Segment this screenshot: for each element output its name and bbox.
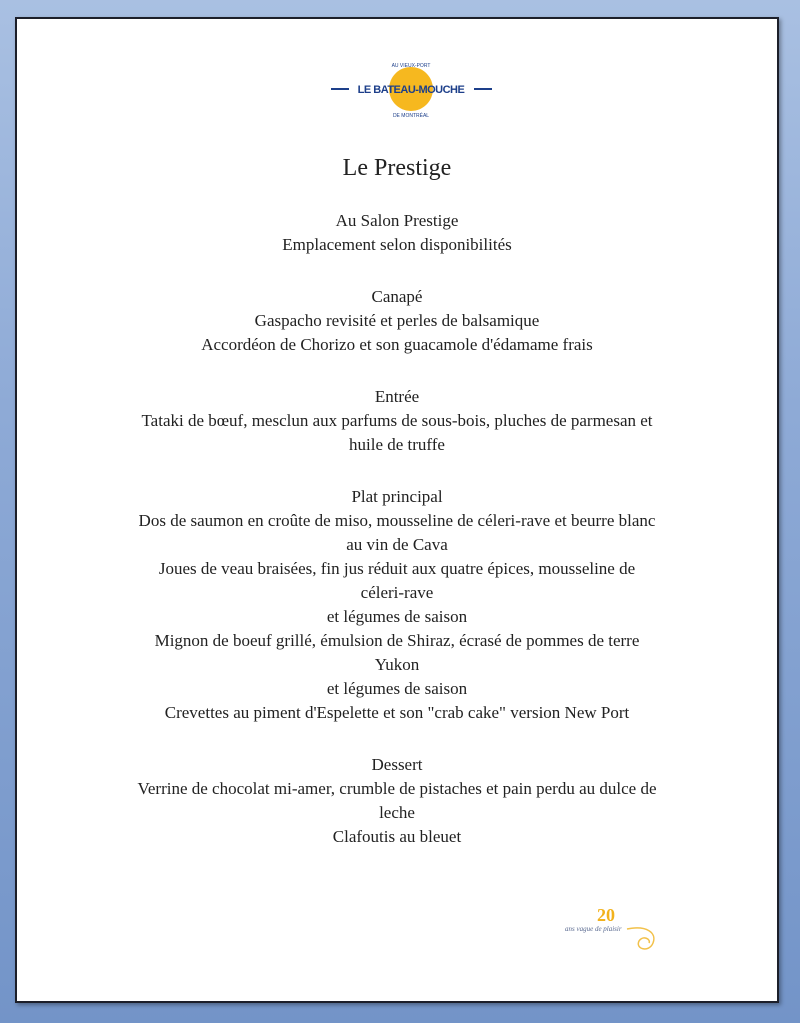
section-heading: Plat principal bbox=[351, 487, 443, 506]
menu-line: Joues de veau braisées, fin jus réduit aux quatre épices, mousseline de céleri-rave bbox=[158, 559, 636, 602]
section-heading: Entrée bbox=[374, 387, 420, 406]
menu-title: Le Prestige bbox=[342, 155, 452, 181]
section-heading: Canapé bbox=[371, 287, 423, 306]
svg-text:DE MONTRÉAL: DE MONTRÉAL bbox=[392, 113, 430, 119]
document-page bbox=[15, 17, 779, 1003]
menu-line: Tataki de bœuf, mesclun aux parfums de sous-bois, pluches de parmesan et huile de truffe bbox=[141, 411, 653, 454]
menu-line: Dos de saumon en croûte de miso, mousseline de céleri-rave et beurre blanc au vin de Cava bbox=[138, 511, 656, 554]
bateau-mouche-logo bbox=[329, 53, 494, 123]
menu-line: Accordéon de Chorizo et son guacamole d'édamame frais bbox=[201, 335, 593, 354]
menu-line: Emplacement selon disponibilités bbox=[282, 235, 512, 254]
svg-text:ans vague de plaisir: ans vague de plaisir bbox=[565, 925, 622, 933]
location-section bbox=[137, 209, 657, 257]
canape-section bbox=[137, 285, 657, 357]
svg-text:20: 20 bbox=[597, 905, 615, 925]
section-heading: Dessert bbox=[371, 755, 423, 774]
menu-content bbox=[137, 209, 657, 877]
menu-line: Mignon de boeuf grillé, émulsion de Shiraz, écrasé de pommes de terre Yukon bbox=[154, 631, 640, 674]
menu-line: et légumes de saison bbox=[326, 679, 468, 698]
svg-text:AU VIEUX-PORT: AU VIEUX-PORT bbox=[391, 63, 431, 69]
menu-line: Au Salon Prestige bbox=[335, 211, 459, 230]
entree-section bbox=[137, 385, 657, 457]
menu-line: Gaspacho revisité et perles de balsamique bbox=[254, 311, 540, 330]
svg-text:LE BATEAU-MOUCHE: LE BATEAU-MOUCHE bbox=[357, 84, 465, 96]
dessert-section bbox=[137, 753, 657, 849]
menu-line: Clafoutis au bleuet bbox=[332, 827, 462, 846]
plat-principal-section bbox=[137, 485, 657, 725]
anniversary-logo bbox=[557, 899, 667, 959]
menu-line: et légumes de saison bbox=[326, 607, 468, 626]
menu-line: Verrine de chocolat mi-amer, crumble de pistaches et pain perdu au dulce de leche bbox=[137, 779, 657, 822]
menu-line: Crevettes au piment d'Espelette et son "crab cake" version New Port bbox=[164, 703, 630, 722]
